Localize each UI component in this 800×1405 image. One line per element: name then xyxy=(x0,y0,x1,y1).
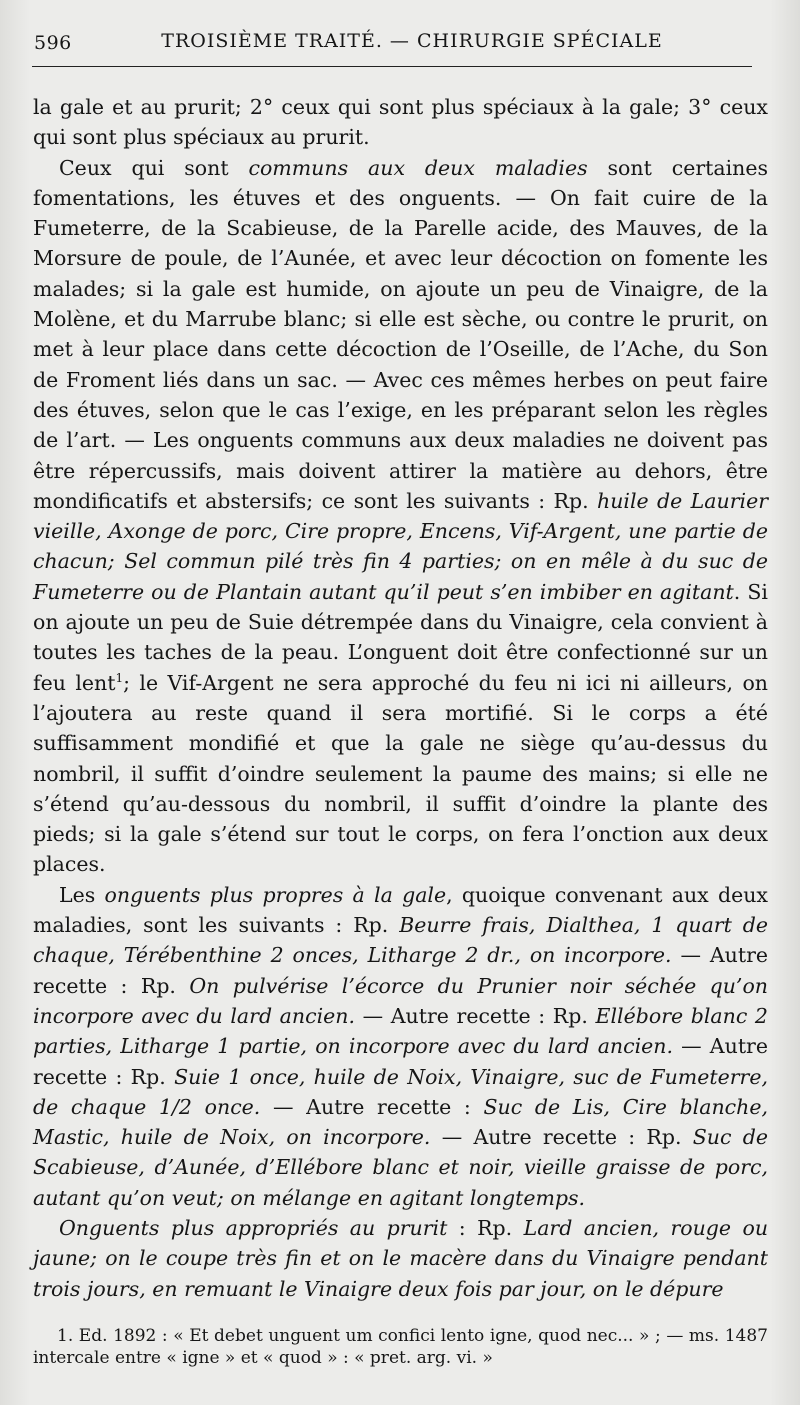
body-text xyxy=(33,92,768,1304)
italic-run: On pulvérise l’écorce du Prunier noir séchée qu’on incorpore avec du lard ancien. xyxy=(33,973,768,1028)
italic-run: Onguents plus appropriés au prurit xyxy=(59,1215,448,1240)
italic-run: huile de Laurier vieille, Axonge de porc, Cire propre, Encens, Vif-Argent, une partie de chacun; Sel commun pilé très fin 4 parties; on en mêle à du suc de Fumeterre ou de Plantain autant qu’il peut s’en imbiber en agitant xyxy=(33,488,769,604)
italic-run: communs aux deux maladies xyxy=(248,155,588,180)
text-run: — Autre recette : Rp. xyxy=(33,943,768,998)
paragraph-2 xyxy=(33,153,768,880)
paragraph-1: la gale et au prurit; 2° ceux qui sont plus spéciaux à la gale; 3° ceux qui sont plus spéciaux au prurit. xyxy=(33,95,768,150)
text-run: . Si on ajoute un peu de Suie détrempée dans du Vinaigre, cela convient à toutes les taches de la peau. L’onguent doit être confectionné sur un feu lent xyxy=(33,579,768,695)
running-head: TROISIÈME TRAITÉ. — CHIRURGIE SPÉCIALE xyxy=(161,30,663,52)
text-run: , quoique convenant aux deux maladies, sont les suivants : Rp. xyxy=(33,882,768,938)
italic-run: Suc de Lis, Cire blanche, Mastic, huile de Noix, on incorpore. xyxy=(33,1094,768,1150)
text-run: Les xyxy=(59,882,105,907)
page-number: 596 xyxy=(34,32,72,54)
header-rule xyxy=(32,66,752,67)
italic-run: Ellébore blanc 2 parties, Litharge 1 partie, on incorpore avec du lard ancien. xyxy=(33,1003,768,1059)
footnote: 1. Ed. 1892 : « Et debet unguent um confici lento igne, quod nec... » ; — ms. 1487 intercale entre « igne » et « quod » : « pret. arg. vi. » xyxy=(33,1326,768,1368)
italic-run: Suie 1 once, huile de Noix, Vinaigre, suc de Fumeterre, de chaque 1/2 once. xyxy=(33,1064,768,1119)
paragraph-3 xyxy=(33,880,768,1213)
text-run: — Autre recette : Rp. xyxy=(430,1125,693,1150)
text-run: : Rp. xyxy=(447,1215,524,1240)
text-run: Ceux qui sont xyxy=(59,155,249,180)
text-run: — Autre recette : Rp. xyxy=(355,1003,596,1028)
text-run: — Autre recette : xyxy=(260,1094,484,1119)
text-run: sont certaines fomentations, les étuves et des onguents. — On fait cuire de la Fumeterre, de la Scabieuse, de la Parelle acide, des Mauves, de la Morsure de poule, de l’Aunée, et avec leur décoction on fomente les malades; si la gale est humide, on ajoute un peu de Vinaigre, de la Molène, et du Marrube blanc; si elle est sèche, ou contre le prurit, on met à leur place dans cette décoction de l’Oseille, de l’Ache, du Son de Froment liés dans un sac. — Avec ces mêmes herbes on peut faire des étuves, selon que le cas l’exige, en les préparant selon les règles de l’art. — Les onguents communs aux deux maladies ne doivent pas être répercussifs, mais doivent attirer la matière au dehors, être mondificatifs et abstersifs; ce sont les suivants : Rp. xyxy=(33,155,769,513)
footnote-ref: 1 xyxy=(115,670,124,685)
text-run: — Autre recette : Rp. xyxy=(33,1034,768,1089)
italic-run: Suc de Scabieuse, d’Aunée, d’Ellébore blanc et noir, vieille graisse de porc, autant qu’on veut; on mélange en agitant longtemps. xyxy=(33,1125,768,1210)
page-header xyxy=(34,26,752,62)
italic-run: Beurre frais, Dialthea, 1 quart de chaque, Térébenthine 2 onces, Litharge 2 dr., on incorpore. xyxy=(33,913,769,968)
text-run: ; le Vif-Argent ne sera approché du feu ni ici ni ailleurs, on l’ajoutera au reste quand il sera mortifié. Si le corps a été suffisamment mondifié et que la gale ne siège qu’au-dessus du nombril, il suffit d’oindre seulement la paume des mains; si elle ne s’étend qu’au-dessous du nombril, il suffit d’oindre la plante des pieds; si la gale s’étend sur tout le corps, on fera l’onction aux deux places. xyxy=(33,670,768,877)
italic-run: Lard ancien, rouge ou jaune; on le coupe très fin et on le macère dans du Vinaigre pendant trois jours, en remuant le Vinaigre deux fois par jour, on le dépure xyxy=(33,1215,769,1301)
italic-run: onguents plus propres à la gale xyxy=(104,882,447,907)
paragraph-4 xyxy=(33,1213,768,1304)
